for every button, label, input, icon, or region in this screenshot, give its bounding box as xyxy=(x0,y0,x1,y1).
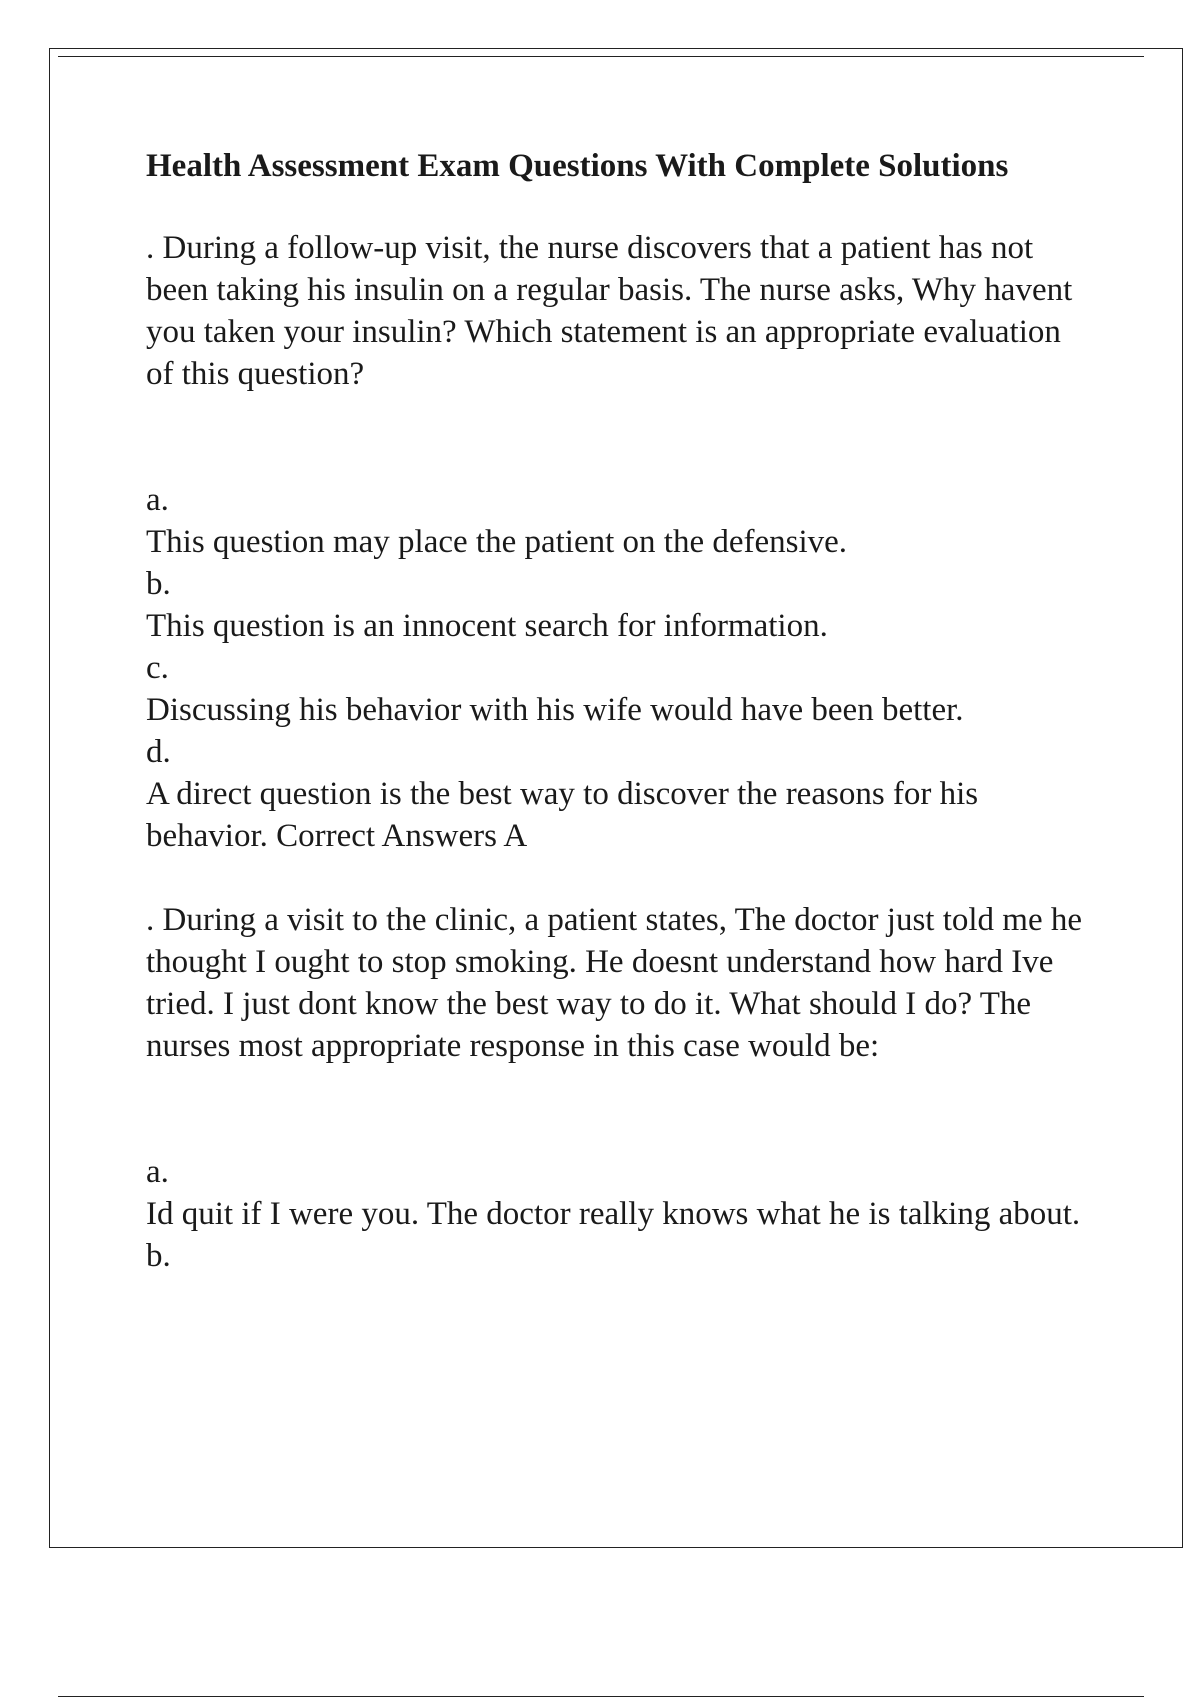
question-2-option-b-letter: b. xyxy=(146,1238,171,1274)
question-1-option-c-letter: c. xyxy=(146,650,169,686)
question-1-option-d-text: A direct question is the best way to discover the reasons for his behavior. Correct Answers A xyxy=(146,776,979,854)
question-1-option-b-text: This question is an innocent search for information. xyxy=(146,608,828,644)
question-1-option-a-letter: a. xyxy=(146,482,169,518)
question-2-option-a-letter: a. xyxy=(146,1154,169,1190)
document-content xyxy=(146,145,1096,1277)
question-1 xyxy=(146,227,1096,857)
question-2-option-a-text: Id quit if I were you. The doctor really knows what he is talking about. xyxy=(146,1196,1081,1232)
bottom-rule xyxy=(58,1696,1144,1697)
document-title: Health Assessment Exam Questions With Complete Solutions xyxy=(146,148,1009,184)
question-1-option-a-text: This question may place the patient on the defensive. xyxy=(146,524,848,560)
question-1-option-b-letter: b. xyxy=(146,566,171,602)
question-1-text: . During a follow-up visit, the nurse discovers that a patient has not been taking his insulin on a regular basis. The nurse asks, Why havent you taken your insulin? Which statement is an appropriate evaluation of this question? xyxy=(146,230,1073,392)
question-2-text: . During a visit to the clinic, a patient states, The doctor just told me he thought I ought to stop smoking. He doesnt understand how hard Ive tried. I just dont know the best way to do it. What should I do? The nurses most appropriate response in this case would be: xyxy=(146,902,1083,1064)
question-2 xyxy=(146,899,1096,1277)
question-1-option-d-letter: d. xyxy=(146,734,171,770)
question-1-option-c-text: Discussing his behavior with his wife would have been better. xyxy=(146,692,964,728)
